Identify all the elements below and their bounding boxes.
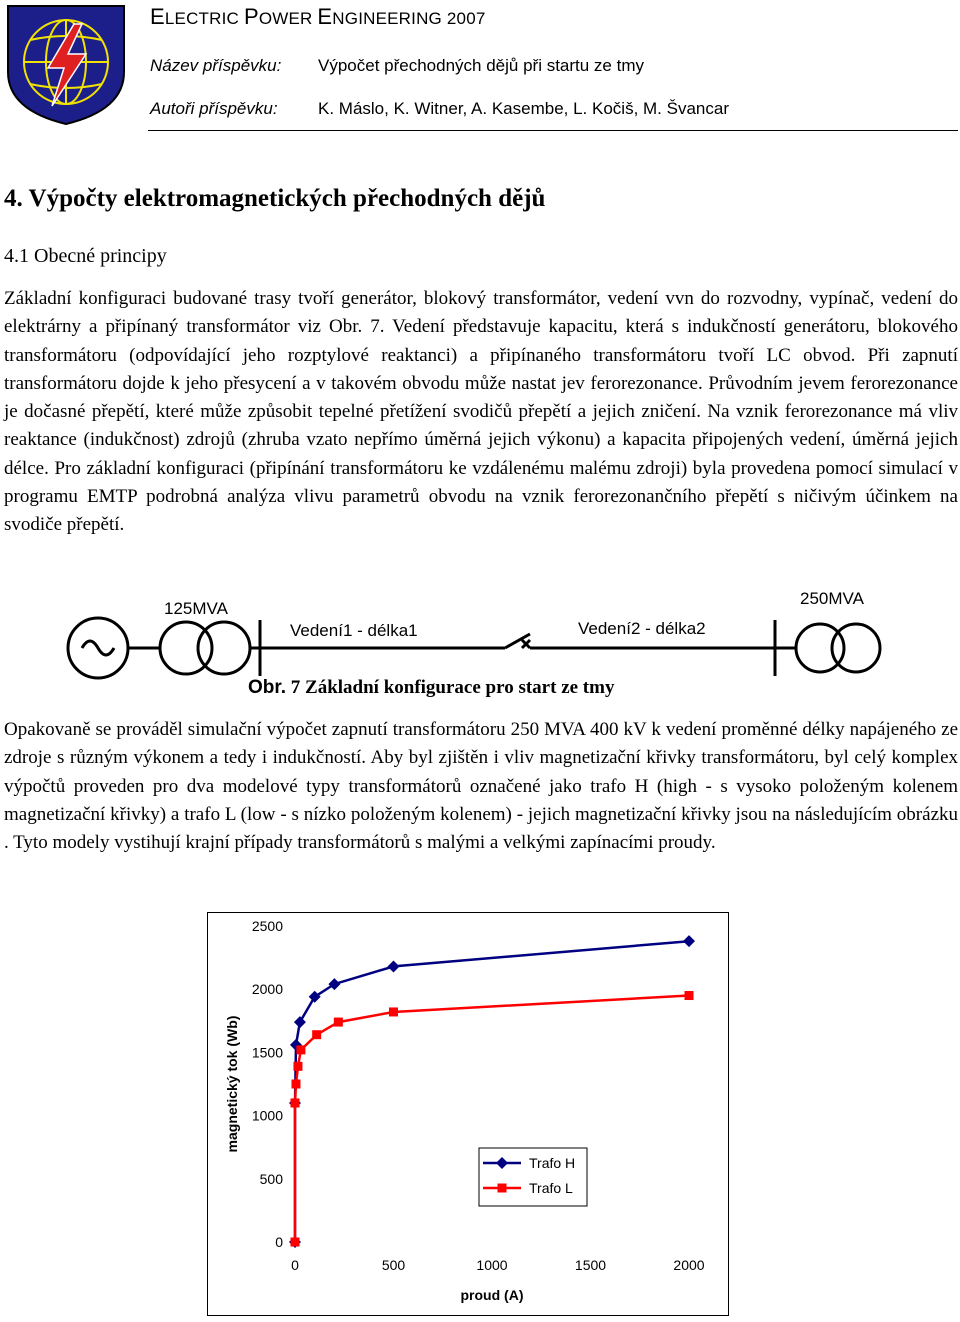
y-tick-label: 500	[259, 1170, 283, 1187]
caption-text: 7 Základní konfigurace pro start ze tmy	[286, 677, 615, 698]
y-tick-label: 1500	[251, 1044, 283, 1061]
legend-label-1: Trafo H	[529, 1155, 576, 1171]
x-tick-label: 1000	[476, 1257, 508, 1273]
x-tick-label: 2000	[673, 1257, 705, 1273]
data-point-2	[291, 1098, 300, 1107]
x-axis-label: proud (A)	[460, 1287, 524, 1303]
circuit-diagram	[60, 590, 900, 680]
data-point-2	[291, 1238, 300, 1247]
y-axis-label: magnetický tok (Wb)	[224, 1015, 240, 1153]
label-250mva: 250MVA	[800, 590, 864, 608]
label-line-2: Vedení2 - délka2	[578, 619, 706, 638]
data-point-2	[685, 991, 694, 1000]
x-tick-label: 1500	[574, 1257, 607, 1273]
transformer-2-winding-a	[796, 624, 844, 672]
data-point-2	[312, 1030, 321, 1039]
paragraph-2: Opakovaně se prováděl simulační výpočet zapnutí transformátoru 250 MVA 400 kV k vedení proměnné délky napájeného ze zdroje s různým výkonem a tedy i indukčností. Aby byl zjištěn i vliv magnetizační křivky transformátoru, byl celý komplex výpočtů proveden pro dva modelové typy transformátorů označené jako trafo H (high - s vysoko položeným kolenem magnetizační křivky) a trafo L (low - s nízko položeným kolenem) - jejich magnetizační křivky jsou na následujícím obrázku . Tyto modely vystihují krajní případy transformátorů s malými a velkými zapínacími proudy.	[4, 719, 958, 854]
figure-caption	[248, 677, 614, 699]
transformer-1-winding-b	[198, 622, 250, 674]
chart-frame	[208, 913, 729, 1316]
header-divider	[148, 130, 958, 131]
data-point-2	[389, 1007, 398, 1016]
conference-logo	[4, 2, 128, 126]
paper-title: Výpočet přechodných dějů při startu ze tmy	[318, 56, 644, 75]
y-tick-label: 2000	[251, 981, 283, 998]
section-heading: 4. Výpočty elektromagnetických přechodných dějů	[4, 185, 546, 212]
data-point-2	[291, 1080, 300, 1089]
x-tick-label: 0	[291, 1257, 299, 1273]
subsection-heading: 4.1 Obecné principy	[4, 245, 167, 267]
paragraph-1: Základní konfiguraci budované trasy tvoří generátor, blokový transformátor, vedení vvn do rozvodny, vypínač, vedení do elektrárny a připínaný transformátor viz Obr. 7. Vedení představuje kapacitu, která s indukčností generátoru, blokového transformátoru (odpovídající jeho rozptylové reaktanci) a připínaného transformátoru tvoří LC obvod. Při zapnutí transformátoru dojde k jeho přesycení a v takovém obvodu může nastat jev ferorezonance. Průvodním jevem ferorezonance je dočasné přepětí, které může způsobit tepelné přetížení svodičů přepětí a jejich zničení. Na vznik ferorezonance má vliv reaktance (indukčnost) zdrojů (zhruba vzato nepřímo úměrná jejich výkonu) a kapacita připojených vedení, úměrná jejich délce. Pro základní konfiguraci (připínání transformátoru ke vzdálenému malému zdroji) byla provedena pomocí simulací v programu EMTP podrobná analýza vlivu parametrů obvodu na vznik ferorezonančního přepětí s ničivým účinkem na svodiče přepětí.	[4, 288, 958, 536]
y-tick-label: 1000	[251, 1107, 283, 1124]
legend-label-2: Trafo L	[529, 1180, 573, 1196]
caption-prefix: Obr.	[248, 677, 287, 698]
y-tick-label: 0	[275, 1234, 283, 1250]
conference-name: ELECTRIC POWER ENGINEERING 2007	[150, 4, 486, 29]
data-point-2	[293, 1062, 302, 1071]
authors: K. Máslo, K. Witner, A. Kasembe, L. Kočiš, M. Švancar	[318, 99, 729, 118]
generator-sine	[82, 641, 114, 655]
y-tick-label: 2500	[251, 918, 283, 934]
magnetization-chart	[207, 912, 729, 1316]
data-point-2	[334, 1018, 343, 1027]
authors-label: Autoři příspěvku:	[150, 99, 278, 118]
transformer-2-winding-b	[832, 624, 880, 672]
x-tick-label: 500	[381, 1257, 406, 1273]
label-125mva: 125MVA	[164, 599, 228, 618]
paper-title-label: Název příspěvku:	[150, 56, 282, 75]
legend-marker-2	[498, 1184, 507, 1193]
label-line-1: Vedení1 - délka1	[290, 621, 418, 640]
data-point-2	[296, 1045, 305, 1054]
